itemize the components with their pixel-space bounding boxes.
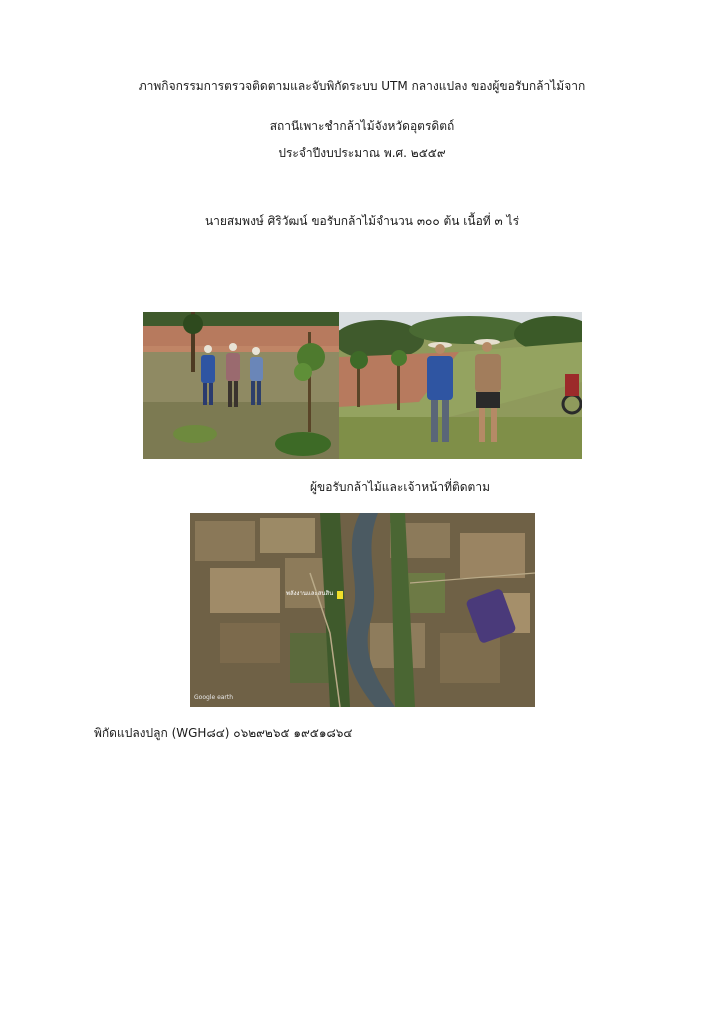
doc-title-line-3: ประจำปีงบประมาณ พ.ศ. ๒๕๕๙ (278, 146, 446, 160)
field-photo-left (143, 312, 339, 459)
photo-caption: ผู้ขอรับกล้าไม้และเจ้าหน้าที่ติดตาม (310, 480, 490, 494)
satellite-map-image (190, 513, 535, 707)
field-photo-left-image (143, 312, 339, 459)
field-photo-right-image (339, 312, 582, 459)
satellite-map (190, 513, 535, 707)
doc-title-line-2: สถานีเพาะชำกล้าไม้จังหวัดอุตรดิตถ์ (269, 119, 455, 133)
plot-coordinates: พิกัดแปลงปลูก (WGH๘๔) ๐๖๒๙๒๖๕ ๑๙๕๑๘๖๔ (94, 726, 353, 740)
map-marker-label: พลังงานและสนสิน (286, 590, 334, 597)
field-photo-right (339, 312, 582, 459)
map-watermark: Google earth (194, 694, 234, 701)
doc-title-line-1: ภาพกิจกรรมการตรวจติดตามและจับพิกัดระบบ UTM กลางแปลง ของผู้ขอรับกล้าไม้จาก (138, 79, 586, 93)
recipient-line: นายสมพงษ์ ศิริวัฒน์ ขอรับกล้าไม้จำนวน ๓๐๐ ต้น เนื้อที่ ๓ ไร่ (204, 214, 520, 228)
